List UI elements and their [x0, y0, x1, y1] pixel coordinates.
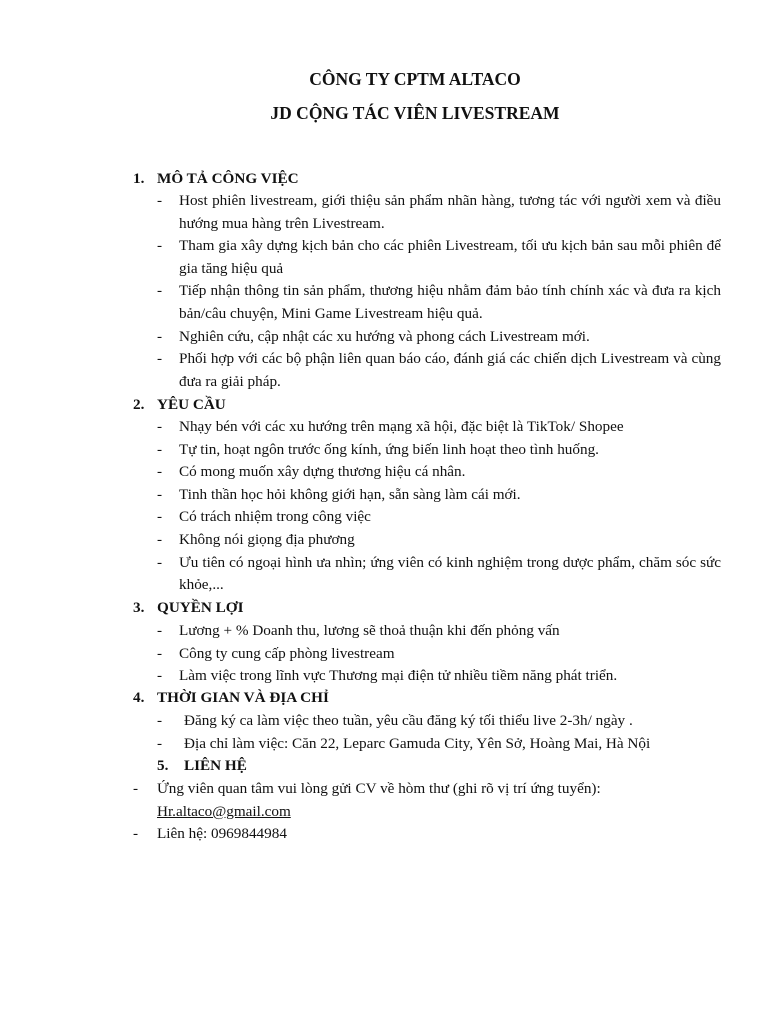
apply-text: Ứng viên quan tâm vui lòng gửi CV về hòm thư (ghi rõ vị trí ứng tuyển):: [157, 780, 601, 797]
section-heading: [133, 395, 226, 415]
section-heading: [133, 598, 244, 618]
bullet-dash: -: [157, 622, 163, 639]
list-item: [0, 665, 721, 688]
section-heading: [133, 688, 329, 708]
list-item: [0, 235, 721, 280]
bullet-dash: -: [157, 712, 163, 729]
list-item: [0, 643, 721, 666]
list-item-text: Không nói giọng địa phương: [179, 530, 355, 548]
list-item: [0, 280, 721, 325]
bullet-dash: -: [157, 282, 163, 300]
list-item: [0, 190, 721, 235]
bullet-dash: -: [133, 825, 139, 843]
bullet-dash: -: [157, 508, 163, 526]
section-title: THỜI GIAN VÀ ĐỊA CHỈ: [157, 689, 329, 706]
list-item-text: Đăng ký ca làm việc theo tuần, yêu cầu đăng ký tối thiểu live 2-3h/ ngày .: [184, 712, 633, 729]
section-title: LIÊN HỆ: [184, 757, 247, 774]
list-item: [0, 326, 721, 349]
bullet-dash: -: [157, 192, 163, 209]
bullet-dash: -: [157, 734, 163, 752]
bullet-dash: -: [157, 553, 163, 571]
list-item-text: Tham gia xây dựng kịch bản cho các phiên Livestream, tối ưu kịch bản sau mỗi phiên để gia tăng hiệu quả: [179, 237, 721, 277]
list-item: [0, 823, 717, 846]
bullet-dash: -: [133, 780, 139, 797]
bullet-dash: -: [157, 418, 163, 435]
list-item: [0, 778, 717, 823]
bullet-dash: -: [157, 350, 163, 368]
list-item-text: Tiếp nhận thông tin sản phẩm, thương hiệu nhằm đảm bảo tính chính xác và đưa ra kịch bản/câu chuyện, Mini Game Livestream hiệu quả.: [179, 282, 721, 322]
bullet-dash: -: [157, 667, 163, 685]
list-item-text: Làm việc trong lĩnh vực Thương mại điện tử nhiều tiềm năng phát triển.: [179, 667, 618, 685]
list-item-text: Nhạy bén với các xu hướng trên mạng xã hội, đặc biệt là TikTok/ Shopee: [179, 418, 624, 435]
section-heading: [157, 756, 247, 776]
bullet-dash: -: [157, 644, 163, 662]
list-item: [0, 416, 721, 439]
list-item-text: Tự tin, hoạt ngôn trước ống kính, ứng biến linh hoạt theo tình huống.: [179, 440, 599, 458]
section-number: 2.: [133, 396, 145, 413]
list-item-text: Lương + % Doanh thu, lương sẽ thoả thuận khi đến phỏng vấn: [179, 622, 560, 639]
section-number: 5.: [157, 757, 169, 774]
bullet-dash: -: [157, 440, 163, 458]
list-item-text: Có mong muốn xây dựng thương hiệu cá nhân.: [179, 463, 466, 481]
section-number: 1.: [133, 170, 145, 187]
section-title: QUYỀN LỢI: [157, 599, 244, 616]
bullet-dash: -: [157, 530, 163, 548]
list-item: [0, 733, 726, 756]
list-item-text: Phối hợp với các bộ phận liên quan báo cáo, đánh giá các chiến dịch Livestream và cùng đưa ra giải pháp.: [179, 350, 721, 390]
section-list: [0, 190, 721, 393]
bullet-dash: -: [157, 237, 163, 255]
bullet-dash: -: [157, 463, 163, 481]
list-item: [0, 506, 721, 529]
bullet-dash: -: [157, 485, 163, 503]
list-item-text: Có trách nhiệm trong công việc: [179, 508, 371, 526]
phone-contact: Liên hệ: 0969844984: [157, 825, 287, 843]
list-item: [0, 484, 721, 507]
list-item-text: Tinh thần học hỏi không giới hạn, sẵn sàng làm cái mới.: [179, 485, 521, 503]
email-link[interactable]: Hr.altaco@gmail.com: [157, 802, 291, 820]
section-title: YÊU CẦU: [157, 396, 226, 413]
list-item-text: Nghiên cứu, cập nhật các xu hướng và phong cách Livestream mới.: [179, 327, 590, 345]
section-title: MÔ TẢ CÔNG VIỆC: [157, 170, 299, 187]
section-list: [0, 416, 721, 597]
list-item: [0, 552, 721, 597]
section-number: 3.: [133, 599, 145, 616]
list-item: [0, 529, 721, 552]
list-item: [0, 439, 721, 462]
section-list: [0, 710, 726, 755]
contact-list: [0, 778, 717, 846]
list-item: [0, 461, 721, 484]
company-name: CÔNG TY CPTM ALTACO: [309, 69, 521, 89]
list-item: [0, 710, 726, 733]
apply-instructions: [157, 778, 717, 823]
list-item-text: Ưu tiên có ngoại hình ưa nhìn; ứng viên có kinh nghiệm trong dược phẩm, chăm sóc sức khỏe,...: [179, 553, 721, 594]
list-item-text: Công ty cung cấp phòng livestream: [179, 644, 395, 662]
list-item-text: Địa chỉ làm việc: Căn 22, Leparc Gamuda City, Yên Sở, Hoàng Mai, Hà Nội: [184, 734, 651, 752]
list-item: [0, 348, 721, 393]
section-heading: [133, 169, 299, 189]
list-item: [0, 620, 721, 643]
list-item-text: Host phiên livestream, giới thiệu sản phẩm nhãn hàng, tương tác với người xem và điều hướng mua hàng trên Livestream.: [179, 192, 721, 232]
bullet-dash: -: [157, 327, 163, 345]
section-number: 4.: [133, 689, 145, 706]
job-title: JD CỘNG TÁC VIÊN LIVESTREAM: [270, 103, 560, 123]
section-list: [0, 620, 721, 688]
